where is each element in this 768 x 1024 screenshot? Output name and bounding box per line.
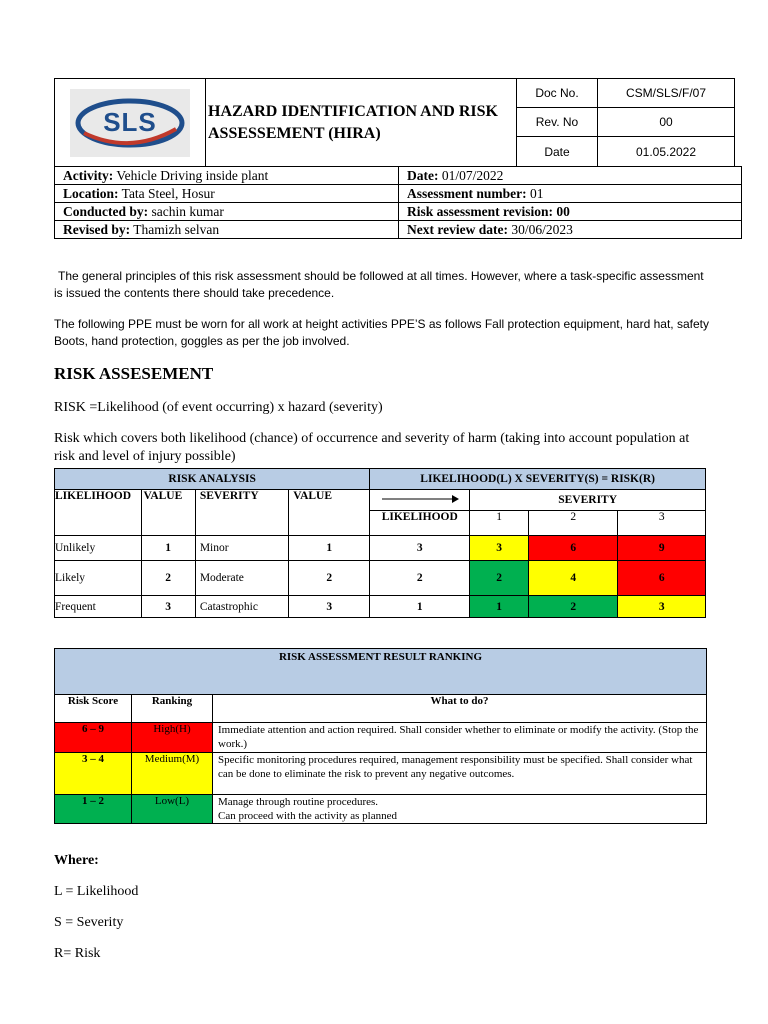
arrow-right-icon: [380, 493, 460, 505]
severity-name: Moderate: [195, 561, 288, 596]
document-header: [54, 78, 735, 167]
risk-formula-header: LIKELIHOOD(L) X SEVERITY(S) = RISK(R): [370, 469, 706, 490]
risk-cell: 9: [618, 536, 706, 561]
matrix-row: [55, 561, 706, 596]
col-severity: SEVERITY: [195, 490, 288, 536]
activity-cell: [55, 167, 399, 185]
ranking-row: [55, 753, 707, 795]
ranking-value: Medium(M): [132, 753, 213, 795]
revised-label: Revised by:: [63, 221, 131, 237]
action-text: Specific monitoring procedures required, management responsibility must be specified. Shall consider what can be done to eliminate the risk to prevent any negative outcomes.: [213, 753, 707, 795]
risk-assessment-heading: RISK ASSESEMENT: [54, 364, 214, 383]
assessment-info-table: [54, 166, 742, 239]
info-date-label: Date:: [407, 167, 439, 183]
conducted-cell: [55, 203, 399, 221]
risk-formula: RISK =Likelihood (of event occurring) x hazard (severity): [54, 400, 383, 415]
severity-name: Minor: [195, 536, 288, 561]
risk-definition-paragraph: Risk which covers both likelihood (chance) of occurrence and severity of harm (taking into account population at risk and level of injury possible): [54, 431, 690, 464]
matrix-row: [55, 596, 706, 618]
doc-no-value: CSM/SLS/F/07: [598, 79, 735, 108]
next-review-label: Next review date:: [407, 221, 508, 237]
assessment-number-label: Assessment number:: [407, 185, 527, 201]
matrix-row: [55, 536, 706, 561]
risk-cell: 2: [529, 596, 618, 618]
date-label: Date: [517, 137, 598, 167]
conducted-value: sachin kumar: [151, 203, 224, 219]
location-cell: [55, 185, 399, 203]
legend-severity: S = Severity: [54, 915, 124, 930]
risk-score: 1 – 2: [55, 795, 132, 824]
col-value-2: VALUE: [289, 490, 370, 536]
likelihood-name: Unlikely: [55, 536, 142, 561]
risk-analysis-header: RISK ANALYSIS: [55, 469, 370, 490]
likelihood-label: LIKELIHOOD: [370, 511, 470, 536]
date-value: 01.05.2022: [598, 137, 735, 167]
revised-value: Thamizh selvan: [133, 221, 220, 237]
severity-label: SEVERITY: [470, 490, 706, 511]
risk-cell: 3: [470, 536, 529, 561]
risk-cell: 1: [470, 596, 529, 618]
severity-value: 2: [289, 561, 370, 596]
next-review-value: 30/06/2023: [511, 221, 573, 237]
severity-name: Catastrophic: [195, 596, 288, 618]
likelihood-name: Likely: [55, 561, 142, 596]
severity-value: 3: [289, 596, 370, 618]
activity-value: Vehicle Driving inside plant: [116, 167, 269, 183]
revision-label: Risk assessment revision:: [407, 203, 554, 219]
risk-matrix-table: [54, 468, 706, 618]
rev-label: Rev. No: [517, 108, 598, 137]
col-risk-score: Risk Score: [55, 695, 132, 723]
likelihood-value: 2: [141, 561, 195, 596]
ppe-paragraph: The following PPE must be worn for all work at height activities PPE’S as follows Fall protection equipment, hard hat, safety Boots, hand protection, goggles as per the job involved.: [54, 317, 709, 348]
risk-ranking-table: [54, 648, 707, 824]
col-ranking: Ranking: [132, 695, 213, 723]
action-line-1: Manage through routine procedures.: [218, 796, 379, 808]
arrow-cell: [370, 490, 470, 511]
ranking-value: Low(L): [132, 795, 213, 824]
risk-cell: 4: [529, 561, 618, 596]
sls-logo: [70, 89, 190, 157]
risk-score: 6 – 9: [55, 723, 132, 753]
col-what-to-do: What to do?: [213, 695, 707, 723]
next-review-cell: [399, 221, 742, 239]
ranking-row: [55, 723, 707, 753]
action-text: [213, 795, 707, 824]
col-value: VALUE: [141, 490, 195, 536]
likelihood-value: 3: [141, 596, 195, 618]
logo-cell: [55, 79, 206, 167]
ranking-row: [55, 795, 707, 824]
general-principles-paragraph: The general principles of this risk assessment should be followed at all times. However, where a task-specific assessment is issued the contents there should take precedence.: [54, 269, 704, 300]
sev-col-1: 1: [470, 511, 529, 536]
likelihood-name: Frequent: [55, 596, 142, 618]
sev-col-3: 3: [618, 511, 706, 536]
legend-risk: R= Risk: [54, 946, 101, 961]
ranking-title: RISK ASSESSMENT RESULT RANKING: [55, 649, 707, 695]
likelihood-row-value: 3: [370, 536, 470, 561]
risk-score: 3 – 4: [55, 753, 132, 795]
likelihood-row-value: 1: [370, 596, 470, 618]
likelihood-row-value: 2: [370, 561, 470, 596]
location-label: Location:: [63, 185, 119, 201]
assessment-number-value: 01: [530, 185, 544, 201]
legend-likelihood: L = Likelihood: [54, 884, 139, 899]
col-likelihood: LIKELIHOOD: [55, 490, 142, 536]
sev-col-2: 2: [529, 511, 618, 536]
revision-value: 00: [556, 203, 570, 219]
risk-cell: 6: [618, 561, 706, 596]
risk-cell: 2: [470, 561, 529, 596]
risk-cell: 3: [618, 596, 706, 618]
likelihood-value: 1: [141, 536, 195, 561]
risk-cell: 6: [529, 536, 618, 561]
revision-cell: [399, 203, 742, 221]
revised-cell: [55, 221, 399, 239]
activity-label: Activity:: [63, 167, 114, 183]
severity-value: 1: [289, 536, 370, 561]
action-text: Immediate attention and action required. Shall consider whether to eliminate or modify the activity. (Stop the work.): [213, 723, 707, 753]
action-line-2: Can proceed with the activity as planned: [218, 810, 397, 822]
legend-where: Where:: [54, 853, 99, 868]
ranking-value: High(H): [132, 723, 213, 753]
conducted-label: Conducted by:: [63, 203, 149, 219]
info-date-value: 01/07/2022: [441, 167, 504, 183]
logo-text: SLS: [103, 106, 157, 137]
rev-value: 00: [598, 108, 735, 137]
doc-no-label: Doc No.: [517, 79, 598, 108]
location-value: Tata Steel, Hosur: [121, 185, 215, 201]
info-date-cell: [399, 167, 742, 185]
document-title: HAZARD IDENTIFICATION AND RISK ASSESSEMENT (HIRA): [206, 79, 517, 167]
assessment-number-cell: [399, 185, 742, 203]
